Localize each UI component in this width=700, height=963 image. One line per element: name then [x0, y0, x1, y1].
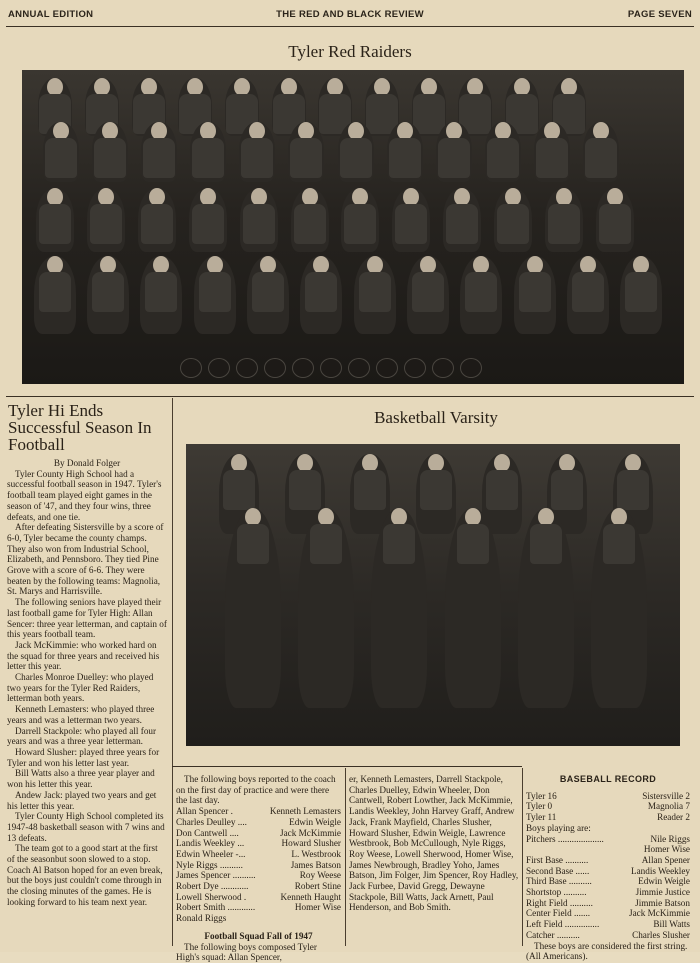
article-paragraph: Andew Jack: played two years and get his letter this year. — [7, 789, 157, 811]
position: Pitchers .................... — [526, 833, 604, 844]
photo-row-front — [28, 256, 668, 336]
position: Shortstop .......... — [526, 887, 587, 898]
position-row — [526, 930, 690, 941]
score-tyler: Tyler 16 — [526, 790, 557, 801]
article-paragraph: Tyler County High School completed its 1947-48 basketball season with 7 wins and 13 defeats. — [7, 811, 165, 843]
practice-column — [176, 774, 341, 963]
practice-name-right: L. Westbrook — [291, 848, 341, 859]
football-photo-title: Tyler Red Raiders — [288, 42, 412, 61]
masthead: THE RED AND BLACK REVIEW — [276, 9, 424, 20]
practice-row — [176, 870, 341, 881]
practice-name-left: Allan Spencer . — [176, 806, 233, 817]
practice-name-right: Jack McKimmie — [280, 827, 341, 838]
article-column — [7, 458, 167, 908]
article-paragraph: Bill Watts also a three year player and won his letter this year. — [7, 768, 155, 790]
article-paragraph: Charles Monroe Duelley: who played two years for the Tyler Red Raiders, letterman both years. — [7, 672, 154, 704]
practice-name-left: Charles Deulley .... — [176, 816, 247, 827]
position: Catcher .......... — [526, 929, 580, 940]
practice-name-right: James Batson — [290, 859, 341, 870]
column-rule-1 — [172, 398, 173, 946]
score-opponent: Sistersville 2 — [642, 790, 690, 801]
position: Left Field ............... — [526, 919, 600, 930]
score-tyler: Tyler 0 — [526, 801, 553, 812]
article-headline: Tyler Hi Ends Successful Season In Football — [8, 401, 152, 454]
practice-row — [176, 817, 341, 828]
practice-row — [176, 828, 341, 839]
practice-name-right: Edwin Weigle — [289, 816, 341, 827]
football — [460, 358, 482, 378]
photo-row-second — [36, 122, 626, 184]
page-number: PAGE SEVEN — [627, 9, 692, 20]
baseball-column — [526, 774, 690, 962]
position-row — [526, 834, 690, 845]
football — [432, 358, 454, 378]
practice-name-left: James Spencer .......... — [176, 870, 256, 881]
position-row — [526, 908, 690, 919]
header-rule — [6, 26, 694, 27]
player-name: Landis Weekley — [630, 865, 690, 876]
player-name: Homer Wise — [643, 844, 690, 855]
section-rule — [6, 396, 694, 397]
score-row — [526, 812, 690, 823]
practice-name-right: Howard Slusher — [281, 838, 341, 849]
photo-row-front — [216, 508, 656, 718]
article-paragraph: Jack McKimmie: who worked hard on the squad for three years and received his letter this year. — [7, 639, 160, 672]
practice-name-left: Robert Smith ............ — [176, 902, 256, 913]
score-opponent: Reader 2 — [657, 812, 690, 823]
basketball-team-photo — [186, 444, 680, 746]
article-paragraph: Howard Slusher: played three years for Tyler and won his letter last year. — [7, 746, 160, 768]
practice-row — [176, 902, 341, 913]
basketball-photo-title: Basketball Varsity — [374, 408, 498, 427]
practice-last-name: Ronald Riggs — [176, 913, 227, 924]
article-paragraph: The following seniors have played their last football game for Tyler High: Allan Sencer: three year letterman, and captain of this years football team. — [7, 597, 167, 640]
squad-intro: The following boys composed Tyler High's squad: Allan Spencer, — [176, 941, 317, 963]
football-team-photo — [22, 70, 684, 384]
practice-name-left: Don Cantwell .... — [176, 827, 239, 838]
football — [376, 358, 398, 378]
article-paragraph: The team got to a good start at the first of the seasonbut soon slowed to a stop. Coach Al Batson hoped for an even break, but the boys just couldn't come through in the closing minutes of the games. He is looking forward to his team next year. — [7, 843, 163, 907]
player-name: Charles Slusher — [632, 929, 690, 940]
byline: By Donald Folger — [53, 458, 121, 468]
practice-name-left: Lowell Sherwood . — [176, 891, 247, 902]
practice-row — [176, 860, 341, 871]
lower-rule — [172, 766, 522, 767]
playing-label: Boys playing are: — [526, 822, 591, 833]
position: Center Field ....... — [526, 908, 591, 919]
football — [348, 358, 370, 378]
practice-row — [176, 849, 341, 860]
edition-label: ANNUAL EDITION — [8, 9, 94, 20]
player-name: Jack McKimmie — [629, 908, 690, 919]
player-name: Jimmie Justice — [635, 887, 690, 898]
photo-row-third — [30, 188, 640, 254]
position-row — [526, 876, 690, 887]
practice-intro: The following boys reported to the coach on the first day of practice and were there the last day. — [176, 774, 336, 806]
football — [208, 358, 230, 378]
practice-row — [176, 881, 341, 892]
score-opponent: Magnolia 7 — [647, 801, 690, 812]
article-paragraph: After defeating Sistersville by a score of 6-0, Tyler became the county champs. They also won from Industrial School, Elizabeth, and Pennsboro. They tied Pine Grove with a score of 6-6. They were beaten by the following teams: Magnolia, St. Marys and Harrisville. — [7, 522, 164, 597]
position: Third Base .......... — [526, 876, 592, 887]
column-rule-3 — [522, 768, 523, 946]
practice-name-left: Edwin Wheeler -... — [176, 848, 246, 859]
practice-row — [176, 806, 341, 817]
player-name: Edwin Weigle — [638, 876, 690, 887]
squad-column — [349, 774, 519, 913]
practice-name-left: Nyle Riggs .......... — [176, 859, 243, 870]
squad-list: er, Kenneth Lemasters, Darrell Stackpole, Charles Duelley, Edwin Wheeler, Don Cantwell, Robert Lowther, Jack McKimmie, Landis Weekley, John Harvey Graff, Andrew Jack, Frank Mayfield, Charles Slusher, Howard Slusher, Edwin Weigle, Lawrence Westbrook, Bob McCullough, Nyle Riggs, Roy Weese, Lowell Sherwood, Homer Wise, James Newbrough, Bradley Yoho, James Batson, Jim Folger, Jim Spencer, Roy Hadley, Jack Furbee, David Gregg, Dewayne Stackpole, Bill Watts, Jack Arnett, Paul Henderson, and Bob Smith. — [349, 774, 519, 913]
player-name: Allan Spener — [641, 854, 690, 865]
position-row — [526, 844, 690, 855]
football — [404, 358, 426, 378]
football — [292, 358, 314, 378]
article-paragraph: Kenneth Lemasters: who played three years and was a letterman two years. — [7, 704, 155, 725]
article-paragraph: Tyler County High School had a successful football season in 1947. Tyler's football team played eight games in the season of '47, and they four wins, three defeats, and one tie. — [7, 468, 162, 522]
football — [180, 358, 202, 378]
baseball-closing: These boys are considered the first string. (All Americans). — [526, 940, 688, 962]
baseball-title: BASEBALL RECORD — [559, 774, 657, 784]
position-row — [526, 898, 690, 909]
football — [320, 358, 342, 378]
position-row — [526, 855, 690, 866]
position: Right Field .......... — [526, 897, 593, 908]
position-row — [526, 866, 690, 877]
player-name: Bill Watts — [653, 919, 690, 930]
football — [236, 358, 258, 378]
player-name: Jimmie Batson — [635, 897, 690, 908]
position: Second Base ...... — [526, 865, 590, 876]
practice-row — [176, 892, 341, 903]
practice-name-left: Landis Weekley ... — [176, 838, 245, 849]
squad-title: Football Squad Fall of 1947 — [204, 930, 313, 941]
practice-row — [176, 838, 341, 849]
practice-name-right: Roy Weese — [299, 870, 341, 881]
practice-name-right: Homer Wise — [294, 902, 341, 913]
player-name: Nile Riggs — [650, 833, 690, 844]
article-paragraph: Darrell Stackpole: who played all four years and was a three year letterman. — [7, 725, 157, 747]
practice-name-right: Kenneth Haught — [280, 891, 341, 902]
practice-name-right: Kenneth Lemasters — [269, 806, 341, 817]
practice-name-left: Robert Dye ............ — [176, 881, 249, 892]
score-row — [526, 801, 690, 812]
score-tyler: Tyler 11 — [526, 812, 557, 823]
score-row — [526, 791, 690, 802]
position-row — [526, 887, 690, 898]
football — [264, 358, 286, 378]
position-row — [526, 919, 690, 930]
column-rule-2 — [345, 768, 346, 946]
practice-name-right: Robert Stine — [294, 881, 341, 892]
position: First Base .......... — [526, 854, 589, 865]
